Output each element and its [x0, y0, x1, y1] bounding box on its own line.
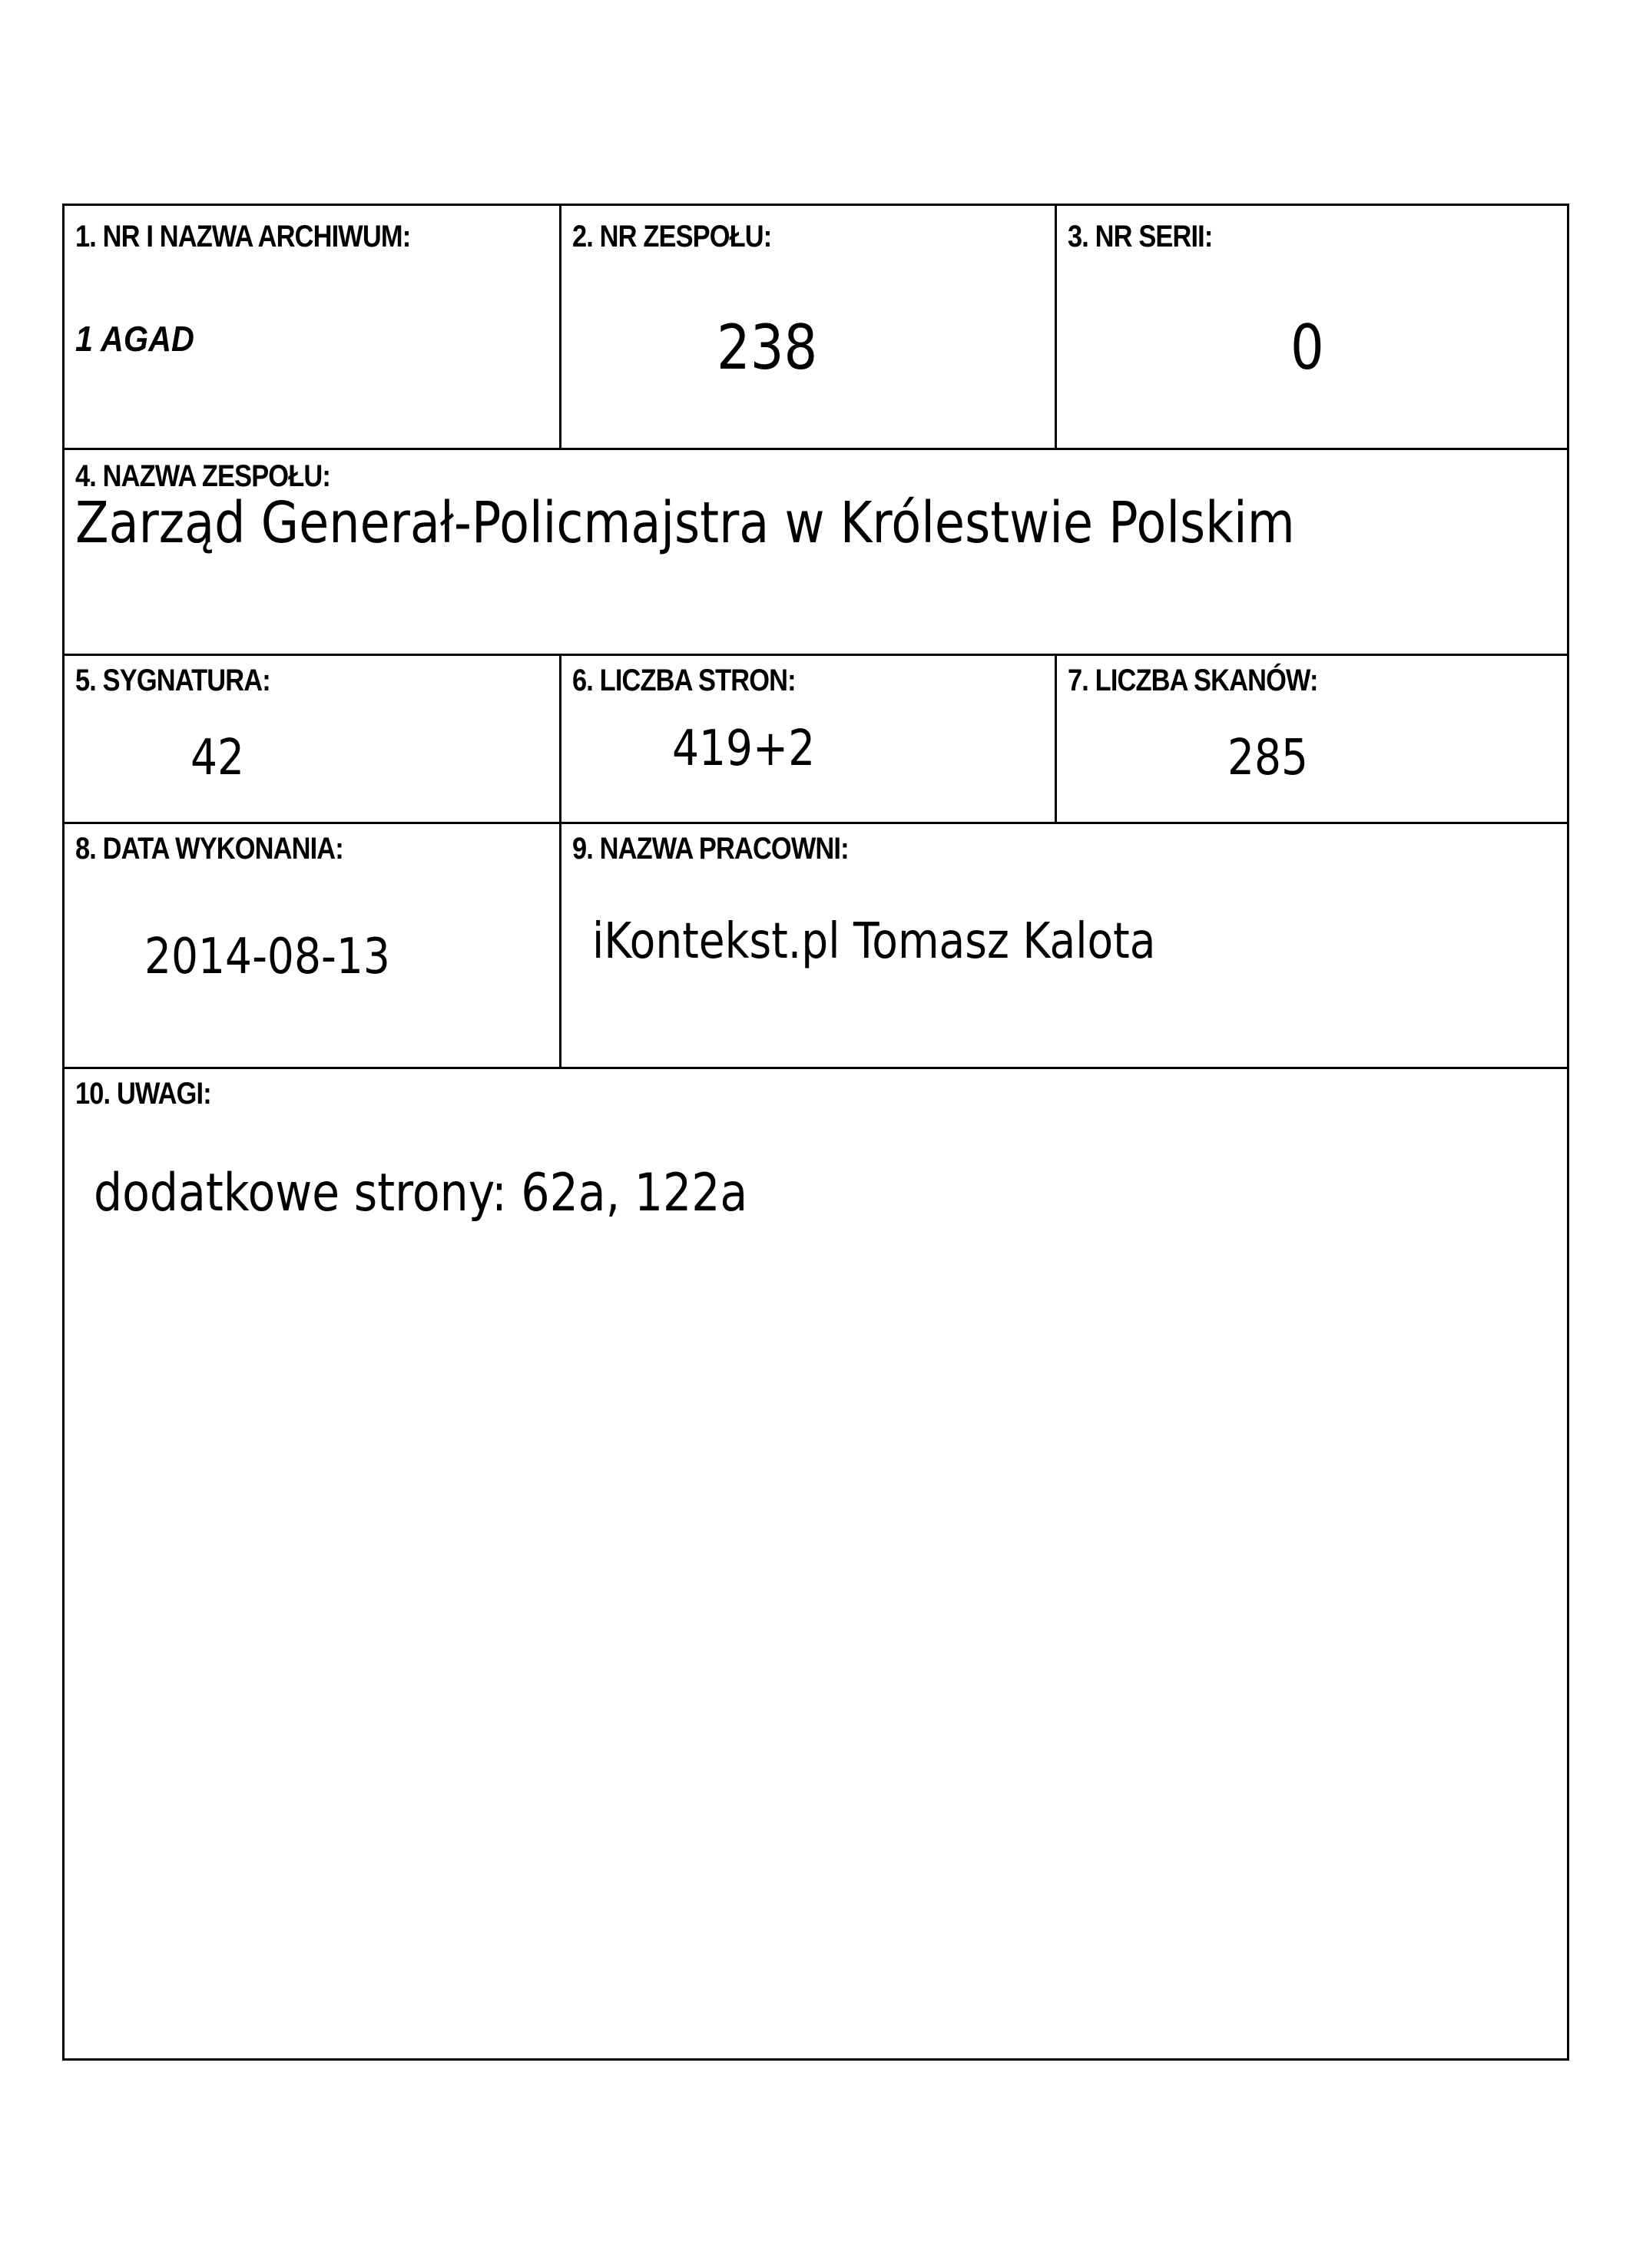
field-workshop-name — [561, 824, 1567, 1067]
field-label: 2. NR ZESPOŁU: — [572, 220, 772, 253]
field-remarks — [65, 1069, 1567, 2058]
fonds-number-value: 238 — [717, 312, 818, 383]
field-label: 5. SYGNATURA: — [75, 664, 270, 697]
field-label: 6. LICZBA STRON: — [572, 664, 796, 697]
field-label: 10. UWAGI: — [75, 1077, 211, 1111]
field-series-number — [1057, 206, 1567, 448]
field-label: 7. LICZBA SKANÓW: — [1068, 664, 1318, 697]
archive-value: 1 AGAD — [75, 319, 194, 359]
field-page-count — [561, 656, 1055, 822]
field-label: 8. DATA WYKONANIA: — [75, 832, 343, 866]
workshop-name-value: iKontekst.pl Tomasz Kalota — [592, 913, 1156, 970]
field-label: 3. NR SERII: — [1068, 220, 1213, 253]
field-execution-date — [65, 824, 559, 1067]
field-fonds-name — [65, 450, 1567, 654]
field-scan-count — [1057, 656, 1567, 822]
series-number-value: 0 — [1290, 312, 1324, 383]
scan-count-value: 285 — [1227, 730, 1309, 786]
field-label: 9. NAZWA PRACOWNI: — [572, 832, 849, 866]
field-label: 1. NR I NAZWA ARCHIWUM: — [75, 220, 411, 253]
page-count-value: 419+2 — [672, 720, 816, 777]
execution-date-value: 2014-08-13 — [144, 929, 390, 985]
fonds-name-value: Zarząd Generał-Policmajstra w Królestwie Polskim — [75, 490, 1295, 556]
remarks-value: dodatkowe strony: 62a, 122a — [94, 1163, 748, 1223]
field-signature — [65, 656, 559, 822]
field-archive — [65, 206, 559, 448]
signature-value: 42 — [190, 730, 245, 786]
metadata-form — [62, 204, 1569, 2061]
field-label: 4. NAZWA ZESPOŁU: — [75, 459, 330, 493]
field-fonds-number — [561, 206, 1055, 448]
